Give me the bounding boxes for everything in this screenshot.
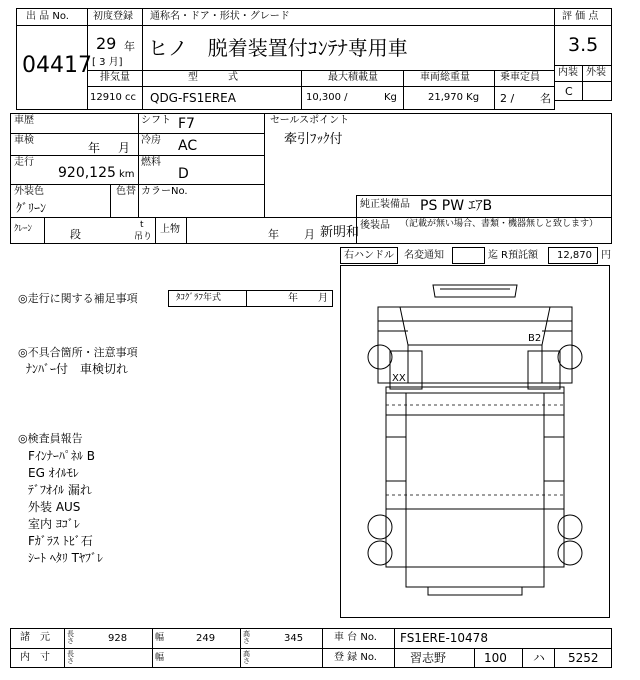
right-handle: 右ハンドル xyxy=(344,250,394,261)
crane-ton-suffix: 吊り xyxy=(134,232,153,242)
mileage-unit: km xyxy=(119,169,135,180)
exterior-color-label: 外装色 xyxy=(14,186,44,197)
reg-area: 習志野 xyxy=(410,651,447,665)
mileage: 920,125 xyxy=(58,165,116,181)
defects-text: ﾅﾝﾊﾞｰ付 車検切れ xyxy=(26,362,129,376)
body-label: 上物 xyxy=(160,224,180,235)
first-reg-label: 初度登録 xyxy=(93,11,133,22)
inspector-title: ◎検査員報告 xyxy=(18,432,83,445)
body-month: 月 xyxy=(304,228,315,241)
inspector-line: Fｶﾞﾗｽ ﾄﾋﾞ石 xyxy=(28,534,93,548)
inspection-month: 月 xyxy=(118,141,131,155)
inspector-line: ﾃﾞﾌｵｲﾙ 漏れ xyxy=(28,483,92,497)
inspector-line: 室内 ﾖｺﾞﾚ xyxy=(28,517,80,531)
dims-width: 249 xyxy=(196,633,216,644)
interior-grade: C xyxy=(565,85,573,98)
exterior-value-cell xyxy=(582,81,612,101)
reg-label: 登 録 No. xyxy=(334,652,377,663)
tachograph-year: 年 xyxy=(288,293,298,304)
capacity-unit: 名 xyxy=(540,92,551,105)
gvw-label: 車両総重量 xyxy=(420,72,470,83)
inspector-line: ｼｰﾄ ﾍﾀﾘ Tﾔﾌﾞﾚ xyxy=(28,551,103,565)
chassis-no: FS1ERE-10478 xyxy=(400,631,488,645)
tachograph-label: ﾀｺｸﾞﾗﾌ年式 xyxy=(176,293,222,303)
inspection-label: 車検 xyxy=(14,135,34,146)
interior-grade-label: 内装 xyxy=(558,67,578,78)
mileage-label: 走行 xyxy=(14,157,34,168)
grade-label: 評 価 点 xyxy=(562,11,599,22)
inspector-line: EG ｵｲﾙﾓﾚ xyxy=(28,466,79,480)
aftermarket-note: （記載が無い場合、書類・機器無しと致します） xyxy=(400,219,599,229)
height-label: 高さ xyxy=(243,630,250,646)
max-load-unit: Kg xyxy=(384,92,397,103)
reg-month: [ 3 月] xyxy=(92,57,123,68)
inspector-line: 外装 AUS xyxy=(28,500,81,514)
reg-number: 5252 xyxy=(568,651,599,665)
inspector-lines xyxy=(28,449,103,568)
ac-label: 冷房 xyxy=(141,135,161,146)
model-code-label: 型 式 xyxy=(188,72,238,83)
len-label-interior: 長さ xyxy=(67,650,74,666)
damage-mark-xx: XX xyxy=(392,373,406,384)
max-load-label: 最大積載量 xyxy=(328,72,378,83)
reg-year-unit: 年 xyxy=(124,40,135,53)
driving-notes-title: ◎走行に関する補足事項 xyxy=(18,292,138,305)
lot-no: 04417 xyxy=(22,53,92,78)
damage-mark-b2: B2 xyxy=(528,333,542,344)
tachograph-month: 月 xyxy=(318,293,328,304)
crane-ton: t xyxy=(140,220,144,230)
defects-title: ◎不具合箇所・注意事項 xyxy=(18,346,138,359)
std-equipment-label: 純正装備品 xyxy=(360,199,410,210)
color-no-label: カラーNo. xyxy=(141,186,188,197)
fuel-value: D xyxy=(178,166,189,182)
r-deposit-unit: 円 xyxy=(601,250,611,261)
displacement-label: 排気量 xyxy=(100,72,130,83)
shift-label: シフト xyxy=(141,115,171,126)
sales-point: 牽引ﾌｯｸ付 xyxy=(284,132,343,147)
std-equipment: PS PW ｴｱB xyxy=(420,198,493,214)
truck-diagram xyxy=(340,265,610,618)
dims-height: 345 xyxy=(284,633,304,644)
inspector-line: Fｲﾝﾅｰﾊﾟﾈﾙ B xyxy=(28,449,95,463)
capacity-label: 乗車定員 xyxy=(500,72,540,83)
color-change-label: 色替 xyxy=(116,186,136,197)
len-label: 長さ xyxy=(67,630,74,646)
body-year: 年 xyxy=(268,228,279,241)
crane-stage-unit: 段 xyxy=(70,228,81,241)
reg-class: 100 xyxy=(484,651,507,665)
capacity: 2 / xyxy=(500,92,515,105)
sales-point-label: セールスポイント xyxy=(270,115,350,126)
model-code: QDG-FS1EREA xyxy=(150,91,236,105)
name-change-label: 名変通知 xyxy=(404,250,444,261)
aftermarket-label: 後装品 xyxy=(360,220,390,231)
dims-length: 928 xyxy=(108,633,128,644)
width-label: 幅 xyxy=(155,633,165,643)
gvw: 21,970 Kg xyxy=(428,92,480,103)
exterior-color: ｸﾞﾘｰﾝ xyxy=(16,201,47,215)
body-maker: 新明和 xyxy=(320,225,360,240)
width-label-interior: 幅 xyxy=(155,653,165,663)
reg-kana: ハ xyxy=(533,651,546,665)
history-label: 車歴 xyxy=(14,115,34,126)
ac-value: AC xyxy=(178,138,198,154)
shift-value: F7 xyxy=(178,116,195,132)
dims-interior-label: 内 寸 xyxy=(20,652,50,663)
displacement: 12910 cc xyxy=(90,92,136,103)
fuel-label: 燃料 xyxy=(141,157,161,168)
dims-spec-label: 諸 元 xyxy=(20,632,50,643)
exterior-grade-label: 外装 xyxy=(586,67,606,78)
name-change-box xyxy=(452,247,485,264)
height-label-interior: 高さ xyxy=(243,650,250,666)
grade-value: 3.5 xyxy=(568,34,599,56)
lot-no-label: 出 品 No. xyxy=(26,11,69,22)
yen-label: 迄 xyxy=(488,250,498,261)
r-deposit-label: R預託額 xyxy=(501,250,538,261)
model-name: ヒノ 脱着装置付ｺﾝﾃﾅ専用車 xyxy=(148,36,408,60)
reg-year: 29 xyxy=(96,34,117,53)
model-desc-label: 通称名・ドア・形状・グレード xyxy=(150,11,290,22)
inspection-year: 年 xyxy=(88,141,101,155)
max-load: 10,300 / xyxy=(306,92,348,103)
r-deposit: 12,870 xyxy=(557,250,592,261)
crane-label: ｸﾚｰﾝ xyxy=(14,224,33,234)
chassis-label: 車 台 No. xyxy=(334,632,377,643)
